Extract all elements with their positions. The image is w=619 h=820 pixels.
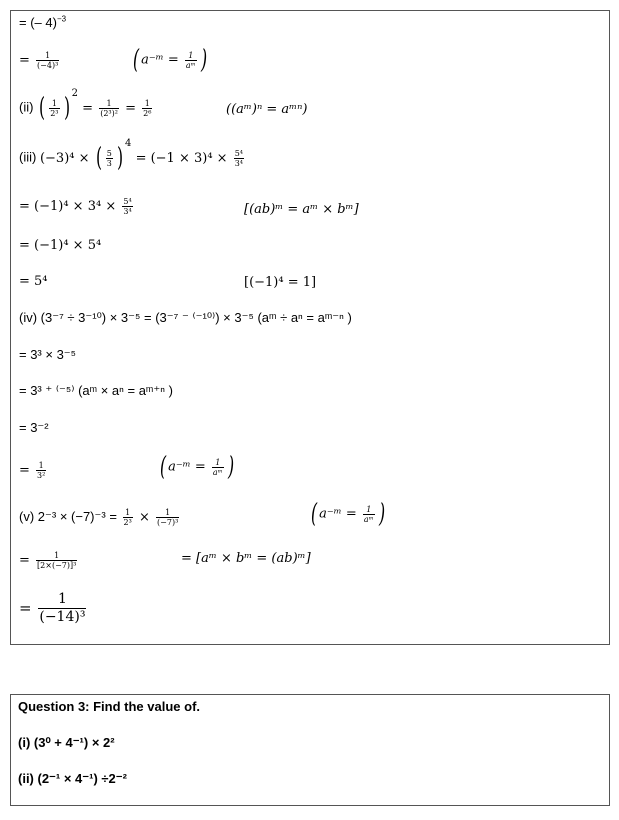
step-iii-b: = (−1 × 3)⁴ × [135,150,228,166]
step-iii-f-num: 5⁴ [234,148,243,158]
step-ii-base-fraction [49,99,59,118]
question-box [10,694,610,806]
step-v-3 [19,591,88,626]
step-v-f1-num: 1 [125,508,131,517]
step-2-eq: = [19,53,30,68]
rule-negative-exponent-1: ( a⁻ᵐ = $\frac{1}{\text{aᵐ}}$ ) [133,45,207,75]
rule-1-text: a⁻ᵐ = [141,52,179,68]
step-1 [19,16,66,29]
step-v-2-fraction [36,551,77,570]
step-iv-text: (3⁻⁷ ÷ 3⁻¹⁰) × 3⁻⁵ = (3⁻⁷ ⁻ ⁽⁻¹⁰⁾) × 3⁻⁵ (aᵐ ÷ aⁿ = aᵐ⁻ⁿ ) [40,310,352,325]
step-v-2-den: [2×(−7)]³ [37,561,77,570]
part-iii-label: (iii) [19,149,37,165]
rule-2-text: a⁻ᵐ = [168,459,206,475]
step-iv-2: = 3³ × 3⁻⁵ [19,347,77,362]
rule-product-power: [(ab)ᵐ = aᵐ × bᵐ] [244,202,359,217]
step-2-den: (−4)³ [37,61,59,70]
rule-power-of-power: ((aᵐ)ⁿ = aᵐⁿ) [226,102,308,117]
step-v-2-num: 1 [54,551,60,560]
question-part-i: (i) (3⁰ + 4⁻¹) × 2² [18,735,115,750]
step-iii-inner-num: 5 [106,148,112,158]
rule-product-power-2: = [aᵐ × bᵐ = (ab)ᵐ] [181,551,311,566]
part-iv-label: (iv) [19,310,38,325]
rule-negative-exponent-3: ( a⁻ᵐ = $\frac{1}{\text{aᵐ}}$ ) [311,499,385,529]
part-ii-label: (ii) [19,99,34,115]
step-1-text: = (– 4) [19,15,57,30]
step-v-f2-num: 1 [165,508,171,517]
step-ii-f2-num: 1 [106,98,112,108]
step-ii-fraction-3 [142,99,152,118]
step-1-exponent: −3 [56,14,67,24]
rule-2-fraction [212,458,224,477]
step-v-fraction-1 [123,508,133,527]
step-iii-a: (−3)⁴ × [39,150,90,166]
step-iv-5-eq: = [19,463,30,478]
step-iv-4: = 3⁻² [19,420,49,435]
solution-box [10,10,610,645]
step-ii-base-num: 1 [51,98,57,108]
question-part-ii: (ii) (2⁻¹ × 4⁻¹) ÷2⁻² [18,771,127,786]
rule-1-den: aᵐ [185,60,196,70]
step-iv-5-fraction [36,461,46,480]
rule-3-den: aᵐ [363,514,374,524]
step-ii-f2-den: (2³)² [100,108,118,118]
step-ii-fraction-2 [99,99,119,118]
step-iii-2-den: 3⁴ [123,207,132,216]
step-v-times: × [138,510,150,525]
step-iii-3: = (−1)⁴ × 5⁴ [19,238,102,253]
rule-negative-exponent-2: ( a⁻ᵐ = $\frac{1}{\text{aᵐ}}$ ) [160,452,234,482]
step-iii-inner-fraction [106,149,113,168]
step-v-2 [19,551,79,570]
rule-2-num: 1 [215,457,221,467]
step-v-3-den: (−14)³ [39,609,86,625]
step-v-fraction-2 [156,508,179,527]
rule-neg-one-power: [(−1)⁴ = 1] [244,275,317,290]
step-iv-5-num: 1 [38,461,44,470]
step-ii: (ii) ( $\frac{1}{\text{2³}}$ ) $^2$ = $\frac{1}{\text{(2³)²}}$ = $\frac{1}{\text{2⁶}}$ [19,88,152,123]
rule-3-text: a⁻ᵐ = [319,506,357,522]
step-v-3-fraction [38,591,86,626]
step-v-f2-den: (−7)³ [157,518,179,527]
part-v-label: (v) [19,509,35,524]
step-v-2-eq: = [19,553,30,568]
step-ii-power: 2 [71,88,79,100]
step-v-3-num: 1 [57,591,67,607]
step-ii-f3-num: 1 [144,98,150,108]
step-iii-2-num: 5⁴ [123,197,132,206]
step-iv-3: = 3³ ⁺ ⁽⁻⁵⁾ (aᵐ × aⁿ = aᵐ⁺ⁿ ) [19,383,173,398]
step-iii-inner-den: 3 [106,158,112,168]
rule-1-num: 1 [188,50,194,60]
step-iv-5 [19,461,48,480]
rule-2-den: aᵐ [212,467,223,477]
step-v-3-eq: = [19,599,32,617]
step-ii-f3-den: 2⁶ [143,108,152,118]
rule-3-fraction [363,505,375,524]
rule-3-num: 1 [366,504,372,514]
step-2-num: 1 [45,51,51,60]
question-title: Question 3: Find the value of. [18,699,201,714]
step-2 [19,51,61,70]
step-iii-2 [19,197,135,216]
step-ii-base-den: 2³ [50,108,59,118]
step-iii-2-text: = (−1)⁴ × 3⁴ × [19,199,117,214]
step-iii-power: 4 [125,138,132,150]
step-v-f1-den: 2³ [123,518,132,527]
step-iv-5-den: 3² [37,471,46,480]
step-iii-4: = 5⁴ [19,274,48,289]
step-iv [19,311,352,324]
step-iii-fraction [234,149,244,168]
step-iii: (iii) (−3)⁴ × ( $\frac{5}{3}$ ) $^4$ = (−1 × 3)⁴ × $\frac{\text{5⁴}}{\text{3⁴}}$ [19,138,243,173]
step-v [19,508,181,527]
step-2-fraction [36,51,59,70]
step-iii-f-den: 3⁴ [234,158,243,168]
step-v-text: 2⁻³ × (−7)⁻³ = [37,509,117,524]
rule-1-fraction [185,51,197,70]
step-iii-2-fraction [122,197,132,216]
